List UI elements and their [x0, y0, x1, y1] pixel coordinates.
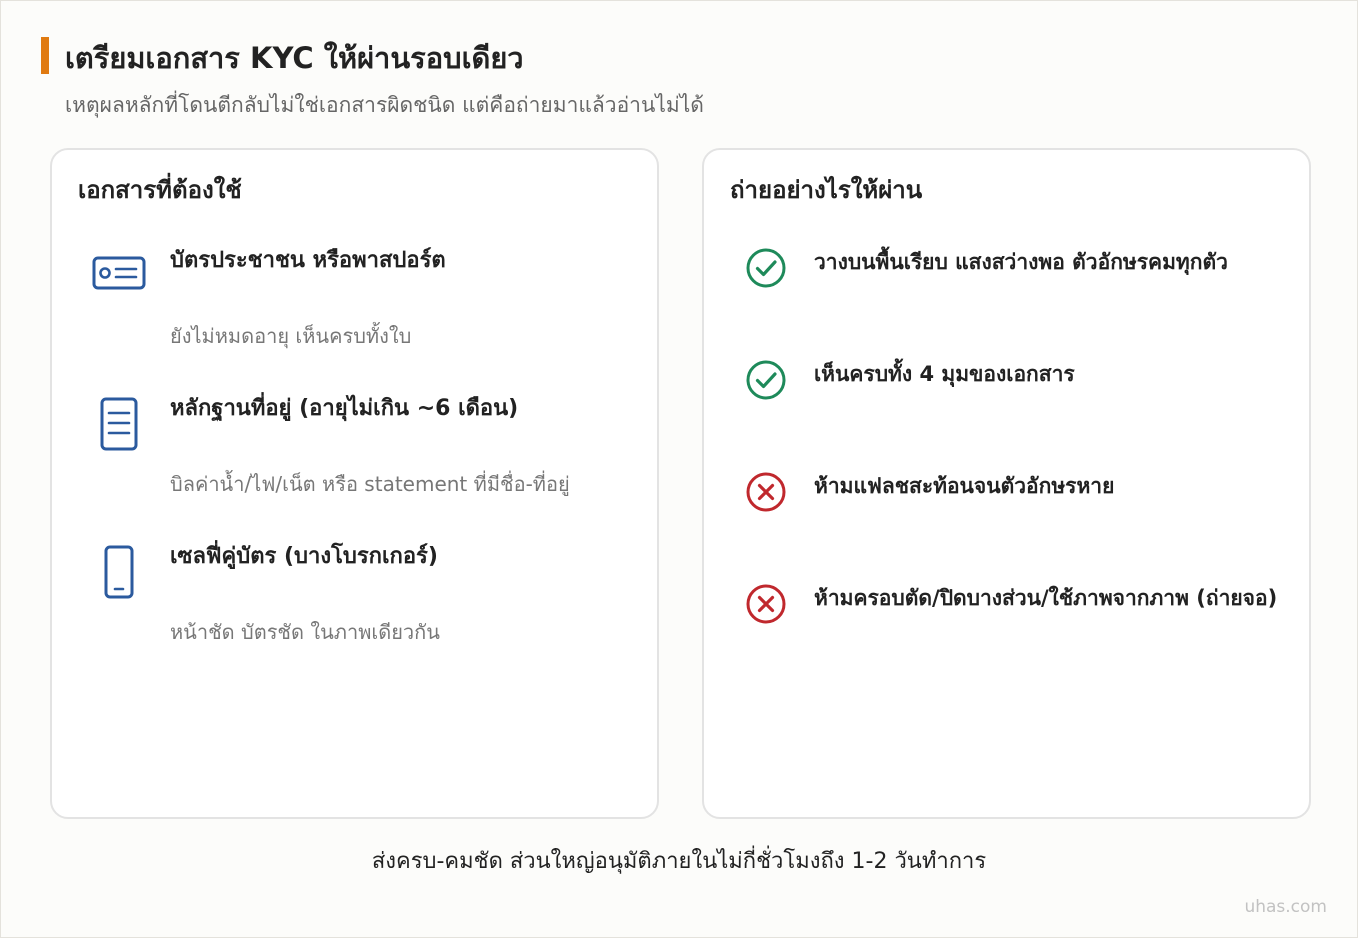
- title-accent-bar: [41, 37, 49, 74]
- x-circle-icon: [744, 470, 788, 514]
- document-title: เซลฟี่คู่บัตร (บางโบรกเกอร์): [170, 544, 438, 569]
- document-title: หลักฐานที่อยู่ (อายุไม่เกิน ~6 เดือน): [170, 396, 519, 421]
- documents-panel: [50, 148, 659, 819]
- footer-note: ส่งครบ-คมชัด ส่วนใหญ่อนุมัติภายในไม่กี่ชั่วโมงถึง 1-2 วันทำการ: [371, 849, 987, 874]
- documents-heading: เอกสารที่ต้องใช้: [78, 176, 242, 204]
- page-subtitle: เหตุผลหลักที่โดนตีกลับไม่ใช่เอกสารผิดชนิด แต่คือถ่ายมาแล้วอ่านไม่ได้: [65, 93, 704, 117]
- page-title: เตรียมเอกสาร KYC ให้ผ่านรอบเดียว: [65, 41, 524, 75]
- tips-panel: [702, 148, 1311, 819]
- document-title: บัตรประชาชน หรือพาสปอร์ต: [170, 248, 446, 273]
- document-desc: หน้าชัด บัตรชัด ในภาพเดียวกัน: [170, 620, 440, 644]
- check-circle-icon: [744, 246, 788, 290]
- smartphone-icon: [90, 542, 148, 600]
- document-icon: [90, 394, 148, 452]
- tip-text: ห้ามแฟลชสะท้อนจนตัวอักษรหาย: [814, 474, 1115, 498]
- watermark: uhas.com: [1244, 897, 1327, 917]
- tips-heading: ถ่ายอย่างไรให้ผ่าน: [730, 176, 923, 204]
- tip-text: วางบนพื้นเรียบ แสงสว่างพอ ตัวอักษรคมทุกตัว: [814, 250, 1228, 274]
- document-desc: บิลค่าน้ำ/ไฟ/เน็ต หรือ statement ที่มีชื่อ-ที่อยู่: [170, 472, 570, 496]
- tip-text: ห้ามครอบตัด/ปิดบางส่วน/ใช้ภาพจากภาพ (ถ่ายจอ): [814, 586, 1278, 610]
- check-circle-icon: [744, 358, 788, 402]
- x-circle-icon: [744, 582, 788, 626]
- document-desc: ยังไม่หมดอายุ เห็นครบทั้งใบ: [170, 324, 412, 348]
- id-card-icon: [90, 244, 148, 302]
- tip-text: เห็นครบทั้ง 4 มุมของเอกสาร: [814, 362, 1075, 386]
